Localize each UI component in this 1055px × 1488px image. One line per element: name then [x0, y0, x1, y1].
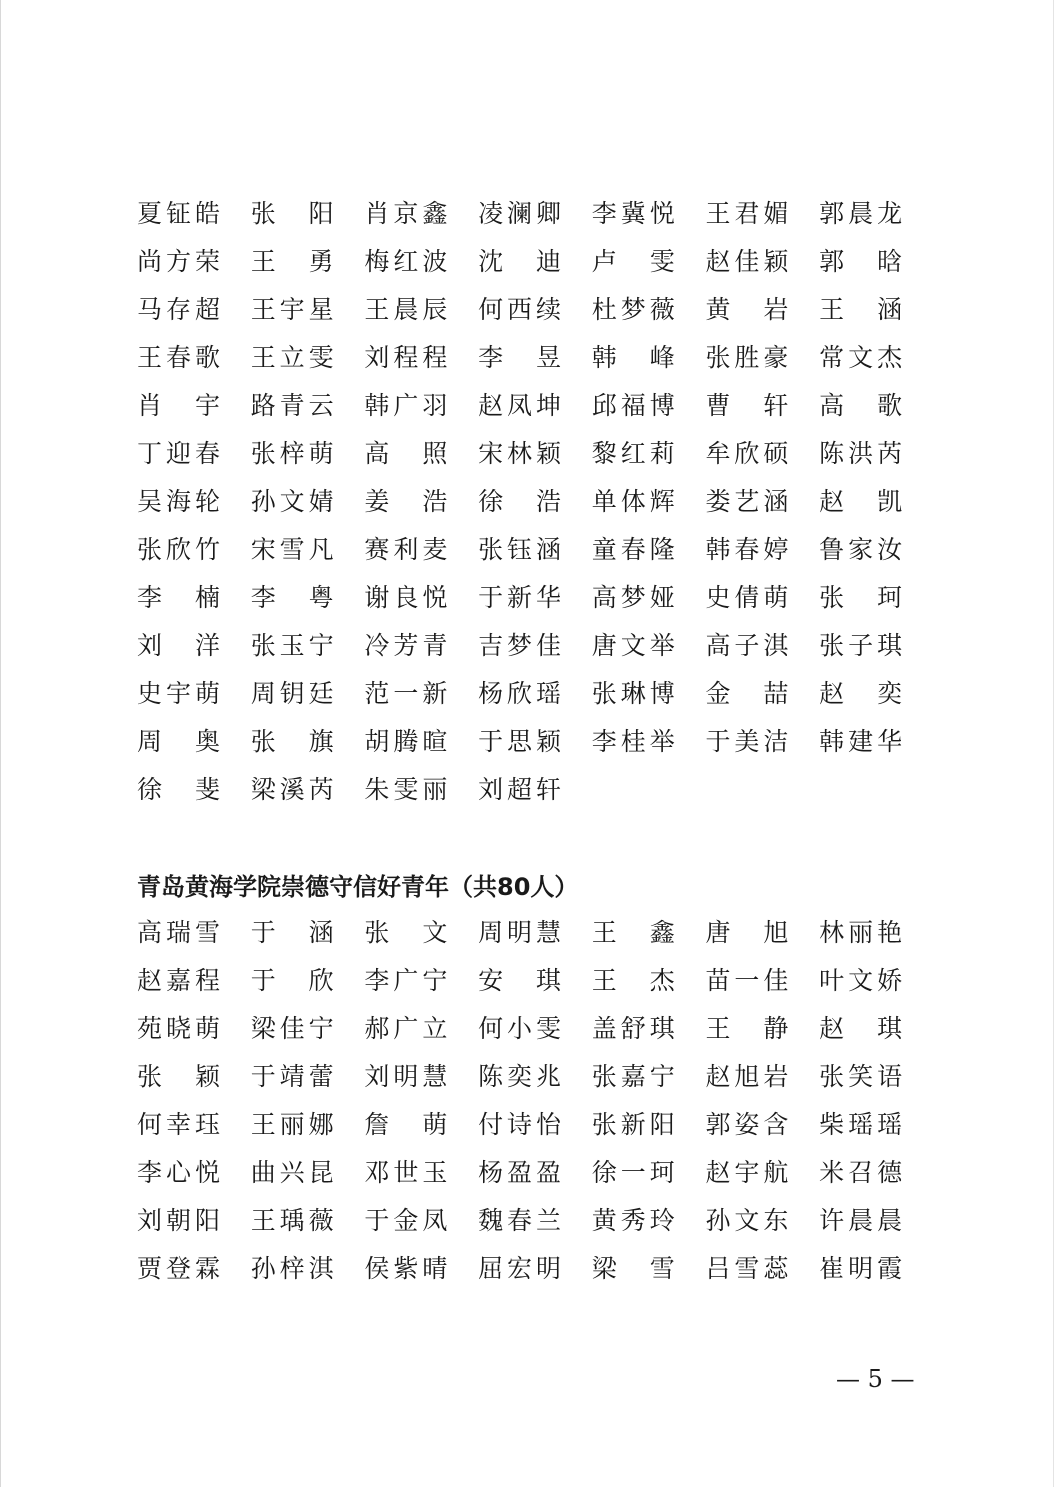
- name-entry: 杨盈盈: [478, 1158, 563, 1187]
- name-entry: 李 楠: [137, 583, 221, 612]
- names-list-1: [137, 190, 907, 814]
- name-entry: 尚方荣: [137, 247, 221, 276]
- name-entry: 宋雪凡: [250, 535, 335, 564]
- name-entry: 张新阳: [591, 1110, 676, 1139]
- name-entry: 谢良悦: [364, 583, 449, 612]
- name-entry: 于 涵: [250, 918, 335, 947]
- name-entry: 张嘉宁: [591, 1062, 676, 1091]
- name-entry: 张笑语: [819, 1062, 904, 1091]
- name-entry: 李 昱: [478, 343, 563, 372]
- name-entry: 黄秀玲: [591, 1206, 676, 1235]
- name-entry: 赵嘉程: [137, 966, 221, 995]
- name-entry: 王宇星: [250, 295, 335, 324]
- name-entry: 何幸珏: [137, 1110, 221, 1139]
- name-entry: 史宇萌: [137, 679, 221, 708]
- name-entry: 许晨晨: [819, 1206, 904, 1235]
- name-entry: 郭姿含: [705, 1110, 790, 1139]
- name-entry: 肖 宇: [137, 391, 221, 420]
- name-entry: 叶文娇: [819, 966, 904, 995]
- name-entry: 郭晨龙: [819, 199, 904, 228]
- name-entry: 唐文举: [591, 631, 676, 660]
- name-entry: 何西续: [478, 295, 563, 324]
- name-entry: 马存超: [137, 295, 221, 324]
- name-entry: 高子淇: [705, 631, 790, 660]
- name-entry: 盖舒琪: [591, 1014, 676, 1043]
- name-entry: 何小雯: [478, 1014, 563, 1043]
- name-entry: 孙文婧: [250, 487, 335, 516]
- name-entry: 朱雯丽: [364, 775, 449, 804]
- name-entry: 于 欣: [250, 966, 335, 995]
- name-entry: 刘超轩: [478, 775, 563, 804]
- name-entry: 赛利麦: [364, 535, 449, 564]
- name-entry: 常文杰: [819, 343, 904, 372]
- name-entry: 刘程程: [364, 343, 449, 372]
- name-entry: 张子琪: [819, 631, 904, 660]
- name-entry: 冷芳青: [364, 631, 449, 660]
- name-entry: 赵旭岩: [705, 1062, 790, 1091]
- name-entry: 邱福博: [591, 391, 676, 420]
- page-number: — 5 —: [836, 1365, 915, 1393]
- name-entry: 崔明霞: [819, 1254, 904, 1283]
- name-entry: 梁 雪: [591, 1254, 676, 1283]
- name-entry: 赵佳颖: [705, 247, 790, 276]
- name-entry: 于金凤: [364, 1206, 449, 1235]
- name-entry: 曹 轩: [705, 391, 790, 420]
- name-entry: 胡腾暄: [364, 727, 449, 756]
- name-entry: 梅红波: [364, 247, 449, 276]
- name-entry: 李桂举: [591, 727, 676, 756]
- name-entry: 唐 旭: [705, 918, 790, 947]
- name-entry: 王春歌: [137, 343, 221, 372]
- name-entry: 卢 雯: [591, 247, 676, 276]
- name-entry: 侯紫晴: [364, 1254, 449, 1283]
- name-entry: 李广宁: [364, 966, 449, 995]
- name-entry: 姜 浩: [364, 487, 449, 516]
- name-entry: 史倩萌: [705, 583, 790, 612]
- name-entry: 韩广羽: [364, 391, 449, 420]
- name-entry: 童春隆: [591, 535, 676, 564]
- name-entry: 张 颖: [137, 1062, 221, 1091]
- name-entry: 魏春兰: [478, 1206, 563, 1235]
- name-entry: 路青云: [250, 391, 335, 420]
- name-entry: 李冀悦: [591, 199, 676, 228]
- name-entry: 曲兴昆: [250, 1158, 335, 1187]
- name-entry: 范一新: [364, 679, 449, 708]
- name-entry: 丁迎春: [137, 439, 221, 468]
- name-entry: 张玉宁: [250, 631, 335, 660]
- name-entry: 林丽艳: [819, 918, 904, 947]
- name-entry: 米召德: [819, 1158, 904, 1187]
- name-entry: 单体辉: [591, 487, 676, 516]
- name-entry: 鲁家汝: [819, 535, 904, 564]
- name-entry: 于美洁: [705, 727, 790, 756]
- name-entry: 王丽娜: [250, 1110, 335, 1139]
- name-entry: 张琳博: [591, 679, 676, 708]
- name-entry: 韩建华: [819, 727, 904, 756]
- name-entry: 赵 琪: [819, 1014, 904, 1043]
- name-entry: 韩春婷: [705, 535, 790, 564]
- name-entry: 沈 迪: [478, 247, 563, 276]
- name-entry: 张钰涵: [478, 535, 563, 564]
- name-entry: 赵凤坤: [478, 391, 563, 420]
- name-entry: 黄 岩: [705, 295, 790, 324]
- name-entry: 张 阳: [250, 199, 335, 228]
- name-entry: 王 杰: [591, 966, 676, 995]
- name-entry: 于靖蕾: [250, 1062, 335, 1091]
- name-entry: 牟欣硕: [705, 439, 790, 468]
- name-entry: 王立雯: [250, 343, 335, 372]
- name-entry: 刘朝阳: [137, 1206, 221, 1235]
- name-entry: 柴瑶瑶: [819, 1110, 904, 1139]
- name-entry: 王 静: [705, 1014, 790, 1043]
- name-entry: 夏钲皓: [137, 199, 221, 228]
- name-entry: 张 珂: [819, 583, 904, 612]
- name-entry: 吴海轮: [137, 487, 221, 516]
- name-entry: 张 旗: [250, 727, 335, 756]
- name-entry: 张欣竹: [137, 535, 221, 564]
- name-entry: 梁溪芮: [250, 775, 335, 804]
- name-entry: 高 歌: [819, 391, 904, 420]
- name-entry: 王 涵: [819, 295, 904, 324]
- name-entry: 徐 斐: [137, 775, 221, 804]
- names-list-2: [137, 909, 907, 1293]
- name-entry: 梁佳宁: [250, 1014, 335, 1043]
- name-entry: 张胜豪: [705, 343, 790, 372]
- name-entry: 陈洪芮: [819, 439, 904, 468]
- name-entry: 苗一佳: [705, 966, 790, 995]
- name-entry: 王 勇: [250, 247, 335, 276]
- name-entry: 王 鑫: [591, 918, 676, 947]
- name-entry: 高梦娅: [591, 583, 676, 612]
- name-entry: 郝广立: [364, 1014, 449, 1043]
- name-entry: 肖京鑫: [364, 199, 449, 228]
- name-entry: 李 粤: [250, 583, 335, 612]
- name-entry: 黎红莉: [591, 439, 676, 468]
- name-entry: 韩 峰: [591, 343, 676, 372]
- name-entry: 李心悦: [137, 1158, 221, 1187]
- name-entry: 付诗怡: [478, 1110, 563, 1139]
- name-entry: 高瑞雪: [137, 918, 221, 947]
- name-entry: 吕雪蕊: [705, 1254, 790, 1283]
- name-entry: 杜梦薇: [591, 295, 676, 324]
- name-entry: 刘明慧: [364, 1062, 449, 1091]
- name-entry: 周明慧: [478, 918, 563, 947]
- name-entry: 于思颖: [478, 727, 563, 756]
- name-entry: 安 琪: [478, 966, 563, 995]
- name-entry: 郭 晗: [819, 247, 904, 276]
- name-entry: 徐 浩: [478, 487, 563, 516]
- name-entry: 赵 奕: [819, 679, 904, 708]
- name-entry: 杨欣瑶: [478, 679, 563, 708]
- name-entry: 高 照: [364, 439, 449, 468]
- name-entry: 王瑀薇: [250, 1206, 335, 1235]
- name-entry: 周钥廷: [250, 679, 335, 708]
- name-entry: 孙文东: [705, 1206, 790, 1235]
- name-entry: 詹 萌: [364, 1110, 449, 1139]
- name-entry: 赵 凯: [819, 487, 904, 516]
- name-entry: 徐一珂: [591, 1158, 676, 1187]
- name-entry: 于新华: [478, 583, 563, 612]
- name-entry: 娄艺涵: [705, 487, 790, 516]
- name-entry: 凌澜卿: [478, 199, 563, 228]
- name-entry: 张 文: [364, 918, 449, 947]
- name-entry: 张梓萌: [250, 439, 335, 468]
- name-entry: 王君媚: [705, 199, 790, 228]
- name-entry: 苑晓萌: [137, 1014, 221, 1043]
- name-entry: 贾登霖: [137, 1254, 221, 1283]
- name-entry: 孙梓淇: [250, 1254, 335, 1283]
- name-entry: 邓世玉: [364, 1158, 449, 1187]
- name-entry: 周 奥: [137, 727, 221, 756]
- name-entry: 吉梦佳: [478, 631, 563, 660]
- section-heading: 青岛黄海学院崇德守信好青年（共80人）: [137, 873, 579, 901]
- name-entry: 王晨辰: [364, 295, 449, 324]
- name-entry: 宋林颖: [478, 439, 563, 468]
- name-entry: 屈宏明: [478, 1254, 563, 1283]
- name-entry: 陈奕兆: [478, 1062, 563, 1091]
- name-entry: 赵宇航: [705, 1158, 790, 1187]
- name-entry: 金 喆: [705, 679, 790, 708]
- name-entry: 刘 洋: [137, 631, 221, 660]
